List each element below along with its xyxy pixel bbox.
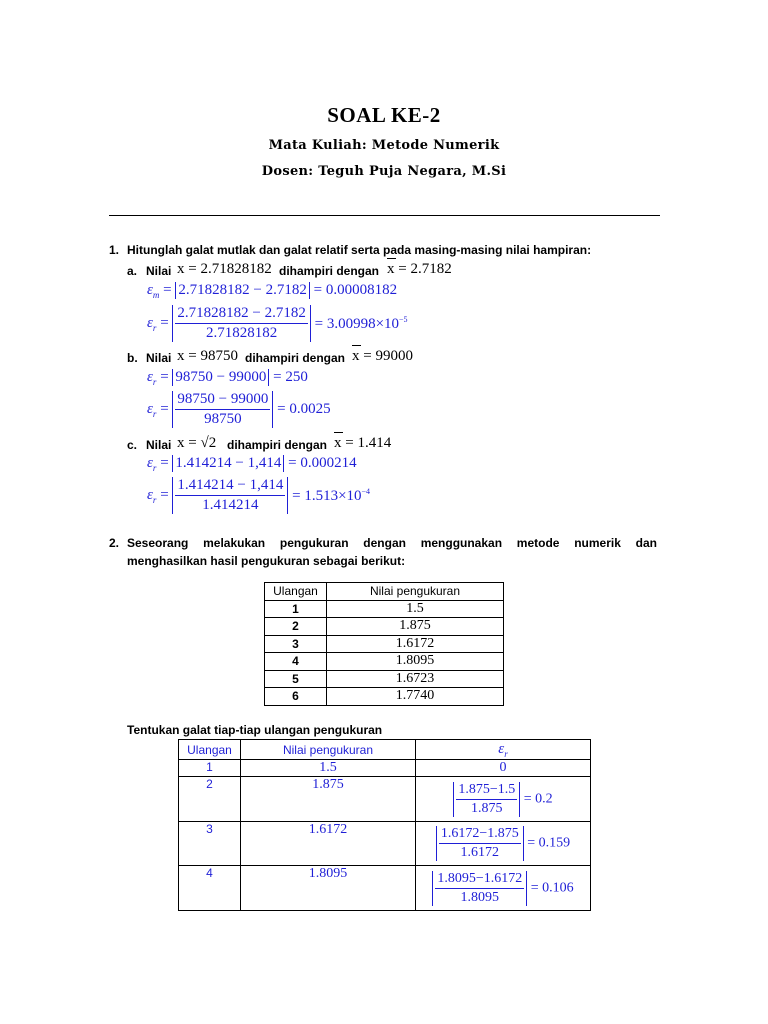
table-row: 4 1.8095 $\frac{1.8095-1.6172}{1.8095}$ = 0.106 bbox=[179, 866, 591, 911]
table-row: 2 1.875 $\frac{1.875-1.5}{1.875}$ = 0.2 bbox=[179, 777, 591, 822]
measurement-table bbox=[264, 582, 504, 706]
q1-number: 1. bbox=[109, 243, 120, 257]
q1a-x: x = 2.71828182 bbox=[177, 261, 272, 277]
q1c-x: x = √2 bbox=[177, 435, 217, 451]
error-table bbox=[178, 739, 591, 911]
lecturer-subtitle: Dosen: Teguh Puja Negara, M.Si bbox=[261, 164, 507, 179]
table-header-row bbox=[179, 740, 591, 760]
q1b-x: x = 98750 bbox=[177, 348, 238, 364]
col-er: $\varepsilon_r$ bbox=[416, 740, 591, 760]
q1a-xbar: x = 2.7182 bbox=[387, 261, 452, 278]
q2-text-line1: Seseorang melakukan pengukuran dengan menggunakan metode numerik dan bbox=[127, 536, 657, 550]
page-title: SOAL KE-2 bbox=[327, 103, 441, 127]
q1c-e1-formula: $\varepsilon_r = 1.414214 - 1,414 = 0.000214$ bbox=[147, 455, 357, 473]
col-ulangan: Ulangan bbox=[265, 583, 327, 601]
q1c-nilai: Nilai bbox=[146, 438, 172, 452]
q1a-em-formula: $\varepsilon_m = 2.71828182 - 2.7182 = 0.00008182$ bbox=[147, 282, 398, 300]
table-row: 1 1.5 0 bbox=[179, 760, 591, 777]
q2-text-line2: menghasilkan hasil pengukuran sebagai berikut: bbox=[127, 554, 406, 568]
table-row: 1 1.5 bbox=[265, 600, 504, 618]
q1a-label: a. bbox=[127, 264, 138, 278]
q1b-xbar: x = 99000 bbox=[352, 348, 413, 365]
q1b-e1-formula: $\varepsilon_r = 98750 - 99000 = 250$ bbox=[147, 369, 308, 387]
q1a-nilai: Nilai bbox=[146, 264, 172, 278]
col-ulangan: Ulangan bbox=[179, 740, 241, 760]
q1c-e2-formula: $\varepsilon_r$ = $\frac{1.414214 - 1,414}{1.414214}$ = $1.513\times 10^{-4}$ bbox=[147, 477, 371, 513]
table-row: 6 1.7740 bbox=[265, 688, 504, 706]
table-row: 4 1.8095 bbox=[265, 653, 504, 671]
q1-text: Hitunglah galat mutlak dan galat relatif serta pada masing-masing nilai hampiran: bbox=[127, 243, 592, 257]
divider bbox=[109, 215, 660, 216]
course-subtitle: Mata Kuliah: Metode Numerik bbox=[268, 138, 500, 153]
q1b-e2-formula: $\varepsilon_r$ = $\frac{98750 - 99000}{98750}$ = 0.0025 bbox=[147, 391, 331, 427]
table-header-row bbox=[265, 583, 504, 601]
table-row: 2 1.875 bbox=[265, 618, 504, 636]
table-row: 5 1.6723 bbox=[265, 670, 504, 688]
table-row: 3 1.6172 $\frac{1.6172-1.875}{1.6172}$ = 0.159 bbox=[179, 822, 591, 866]
q1c-xbar: x = 1.414 bbox=[334, 435, 391, 452]
col-nilai: Nilai pengukuran bbox=[241, 740, 416, 760]
q1a-er-formula: $\varepsilon_r$ = $\frac{2.71828182 - 2.7182}{2.71828182}$ = $3.00998\times 10^{-5}$ bbox=[147, 305, 408, 341]
q1b-dihampiri: dihampiri dengan bbox=[245, 351, 346, 365]
col-nilai: Nilai pengukuran bbox=[327, 583, 504, 601]
table-row: 3 1.6172 bbox=[265, 635, 504, 653]
q2-number: 2. bbox=[109, 536, 120, 550]
q1c-label: c. bbox=[127, 438, 138, 452]
q2-instruction: Tentukan galat tiap-tiap ulangan pengukuran bbox=[127, 723, 383, 737]
q1b-nilai: Nilai bbox=[146, 351, 172, 365]
q1b-label: b. bbox=[127, 351, 138, 365]
q1c-dihampiri: dihampiri dengan bbox=[227, 438, 328, 452]
q1a-dihampiri: dihampiri dengan bbox=[279, 264, 380, 278]
